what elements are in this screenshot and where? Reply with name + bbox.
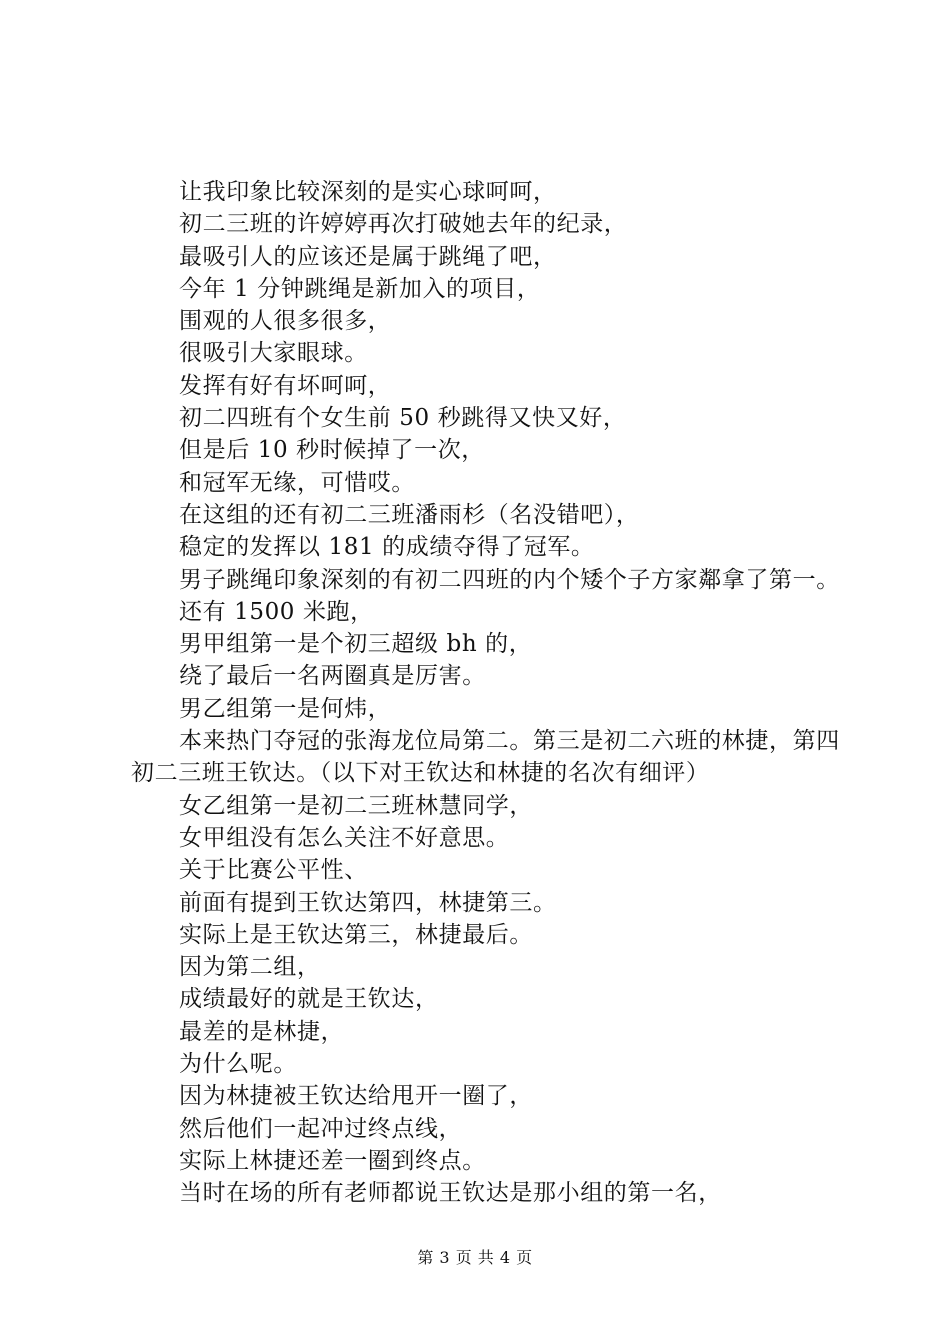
paragraph: 女乙组第一是初二三班林慧同学， xyxy=(179,792,533,819)
paragraph: 关于比赛公平性、 xyxy=(179,857,368,884)
paragraph: 还有 1500 米跑， xyxy=(179,598,374,625)
paragraph: 绕了最后一名两圈真是厉害。 xyxy=(179,663,486,690)
paragraph: 初二四班有个女生前 50 秒跳得又快又好， xyxy=(179,405,627,432)
paragraph: 男子跳绳印象深刻的有初二四班的内个矮个子方家鄰拿了第一。 xyxy=(179,566,840,593)
paragraph: 今年 1 分钟跳绳是新加入的项目， xyxy=(179,275,541,302)
paragraph: 让我印象比较深刻的是实心球呵呵， xyxy=(179,179,557,205)
paragraph: 因为第二组， xyxy=(179,954,321,981)
document-body xyxy=(131,176,843,1210)
paragraph: 女甲组没有怎么关注不好意思。 xyxy=(179,824,510,851)
paragraph: 男甲组第一是个初三超级 bh 的， xyxy=(179,631,533,658)
paragraph: 围观的人很多很多， xyxy=(179,308,392,335)
paragraph: 男乙组第一是何炜， xyxy=(179,695,392,722)
paragraph: 当时在场的所有老师都说王钦达是那小组的第一名， xyxy=(179,1180,722,1207)
paragraph: 前面有提到王钦达第四，林捷第三。 xyxy=(179,889,557,916)
paragraph: 初二三班的许婷婷再次打破她去年的纪录， xyxy=(179,211,628,238)
page-number-footer: 第 3 页 共 4 页 xyxy=(417,1248,533,1267)
paragraph: 实际上林捷还差一圈到终点。 xyxy=(179,1147,486,1174)
paragraph: 为什么呢。 xyxy=(179,1051,297,1078)
paragraph: 然后他们一起冲过终点线， xyxy=(179,1115,463,1142)
paragraph: 实际上是王钦达第三，林捷最后。 xyxy=(179,921,533,948)
paragraph: 本来热门夺冠的张海龙位局第二。第三是初二六班的林捷，第四初二三班王钦达。（以下对王钦达和林捷的名次有细评） xyxy=(131,728,840,787)
paragraph: 发挥有好有坏呵呵， xyxy=(179,372,392,399)
paragraph: 和冠军无缘，可惜哎。 xyxy=(179,469,415,496)
paragraph: 最差的是林捷， xyxy=(179,1018,345,1045)
paragraph: 在这组的还有初二三班潘雨杉（名没错吧）， xyxy=(179,501,640,528)
paragraph: 成绩最好的就是王钦达， xyxy=(179,986,439,1013)
paragraph: 很吸引大家眼球。 xyxy=(179,340,368,367)
paragraph: 最吸引人的应该还是属于跳绳了吧， xyxy=(179,243,557,270)
paragraph: 因为林捷被王钦达给甩开一圈了， xyxy=(179,1083,533,1110)
paragraph: 但是后 10 秒时候掉了一次， xyxy=(179,437,485,464)
paragraph: 稳定的发挥以 181 的成绩夺得了冠军。 xyxy=(179,534,595,561)
